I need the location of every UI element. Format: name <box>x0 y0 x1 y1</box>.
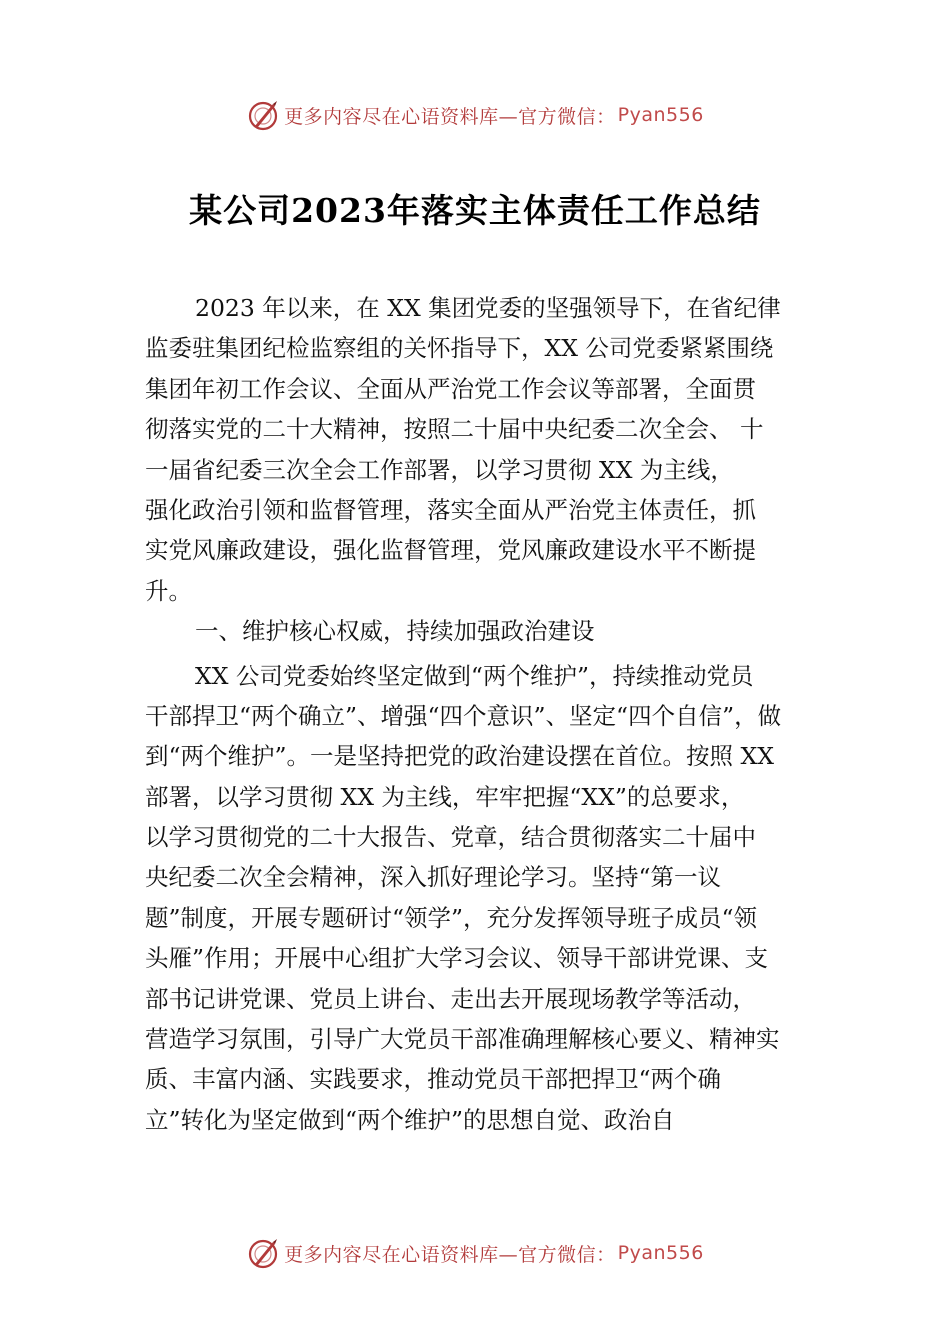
text-line: 题”制度，开展专题研讨“领学”，充分发挥领导班子成员“领 <box>145 903 758 932</box>
watermark-footer <box>0 1233 950 1273</box>
section-heading: 一、维护核心权威，持续加强政治建设 <box>195 617 595 646</box>
text-line: 强化政治引领和监督管理，落实全面从严治党主体责任，抓 <box>145 495 756 524</box>
watermark-text: 更多内容尽在心语资料库—官方微信： <box>284 1243 616 1266</box>
text-line: 彻落实党的二十大精神，按照二十届中央纪委二次全会、 十 <box>145 415 764 444</box>
text-line: 2023 年以来，在 XX 集团党委的坚强领导下，在省纪律 <box>195 294 781 322</box>
text-line: 央纪委二次全会精神，深入抓好理论学习。坚持“第一议 <box>145 863 722 892</box>
paragraph-section-1 <box>145 656 825 1141</box>
watermark-wechat-id: Pyan556 <box>617 104 704 126</box>
text-line: 质、丰富内涵、实践要求，推动党员干部把捍卫“两个确 <box>145 1065 722 1094</box>
quill-pen-seal-icon <box>246 98 280 132</box>
text-line: 监委驻集团纪检监察组的关怀指导下，XX 公司党委紧紧围绕 <box>145 334 774 363</box>
document-title: 某公司2023年落实主体责任工作总结 <box>189 191 761 230</box>
paragraph-intro <box>145 288 825 611</box>
text-line: 营造学习氛围，引导广大党员干部准确理解核心要义、精神实 <box>145 1025 780 1054</box>
text-line: XX 公司党委始终坚定做到“两个维护”，持续推动党员 <box>195 661 754 690</box>
text-line: 一届省纪委三次全会工作部署，以学习贯彻 XX 为主线， <box>145 455 734 484</box>
text-line: 立”转化为坚定做到“两个维护”的思想自觉、政治自 <box>145 1105 675 1134</box>
text-line: 部署，以学习贯彻 XX 为主线，牢牢把握“XX”的总要求， <box>145 782 745 811</box>
text-line: 部书记讲党课、党员上讲台、走出去开展现场教学等活动， <box>145 984 756 1013</box>
text-line: 头雁”作用；开展中心组扩大学习会议、领导干部讲党课、支 <box>145 944 769 973</box>
text-line: 升。 <box>145 576 192 605</box>
watermark-header <box>0 95 950 135</box>
text-line: 以学习贯彻党的二十大报告、党章，结合贯彻落实二十届中 <box>145 823 756 852</box>
text-line: 到“两个维护”。一是坚持把党的政治建设摆在首位。按照 XX <box>145 742 774 771</box>
text-line: 实党风廉政建设，强化监督管理，党风廉政建设水平不断提 <box>145 536 756 565</box>
document-body <box>145 288 825 1140</box>
text-line: 集团年初工作会议、全面从严治党工作会议等部署，全面贯 <box>145 374 756 403</box>
quill-pen-seal-icon <box>246 1236 280 1270</box>
text-line: 干部捍卫“两个确立”、增强“四个意识”、坚定“四个自信”，做 <box>145 701 782 730</box>
watermark-text: 更多内容尽在心语资料库—官方微信： <box>284 105 616 128</box>
watermark-wechat-id: Pyan556 <box>617 1242 704 1264</box>
